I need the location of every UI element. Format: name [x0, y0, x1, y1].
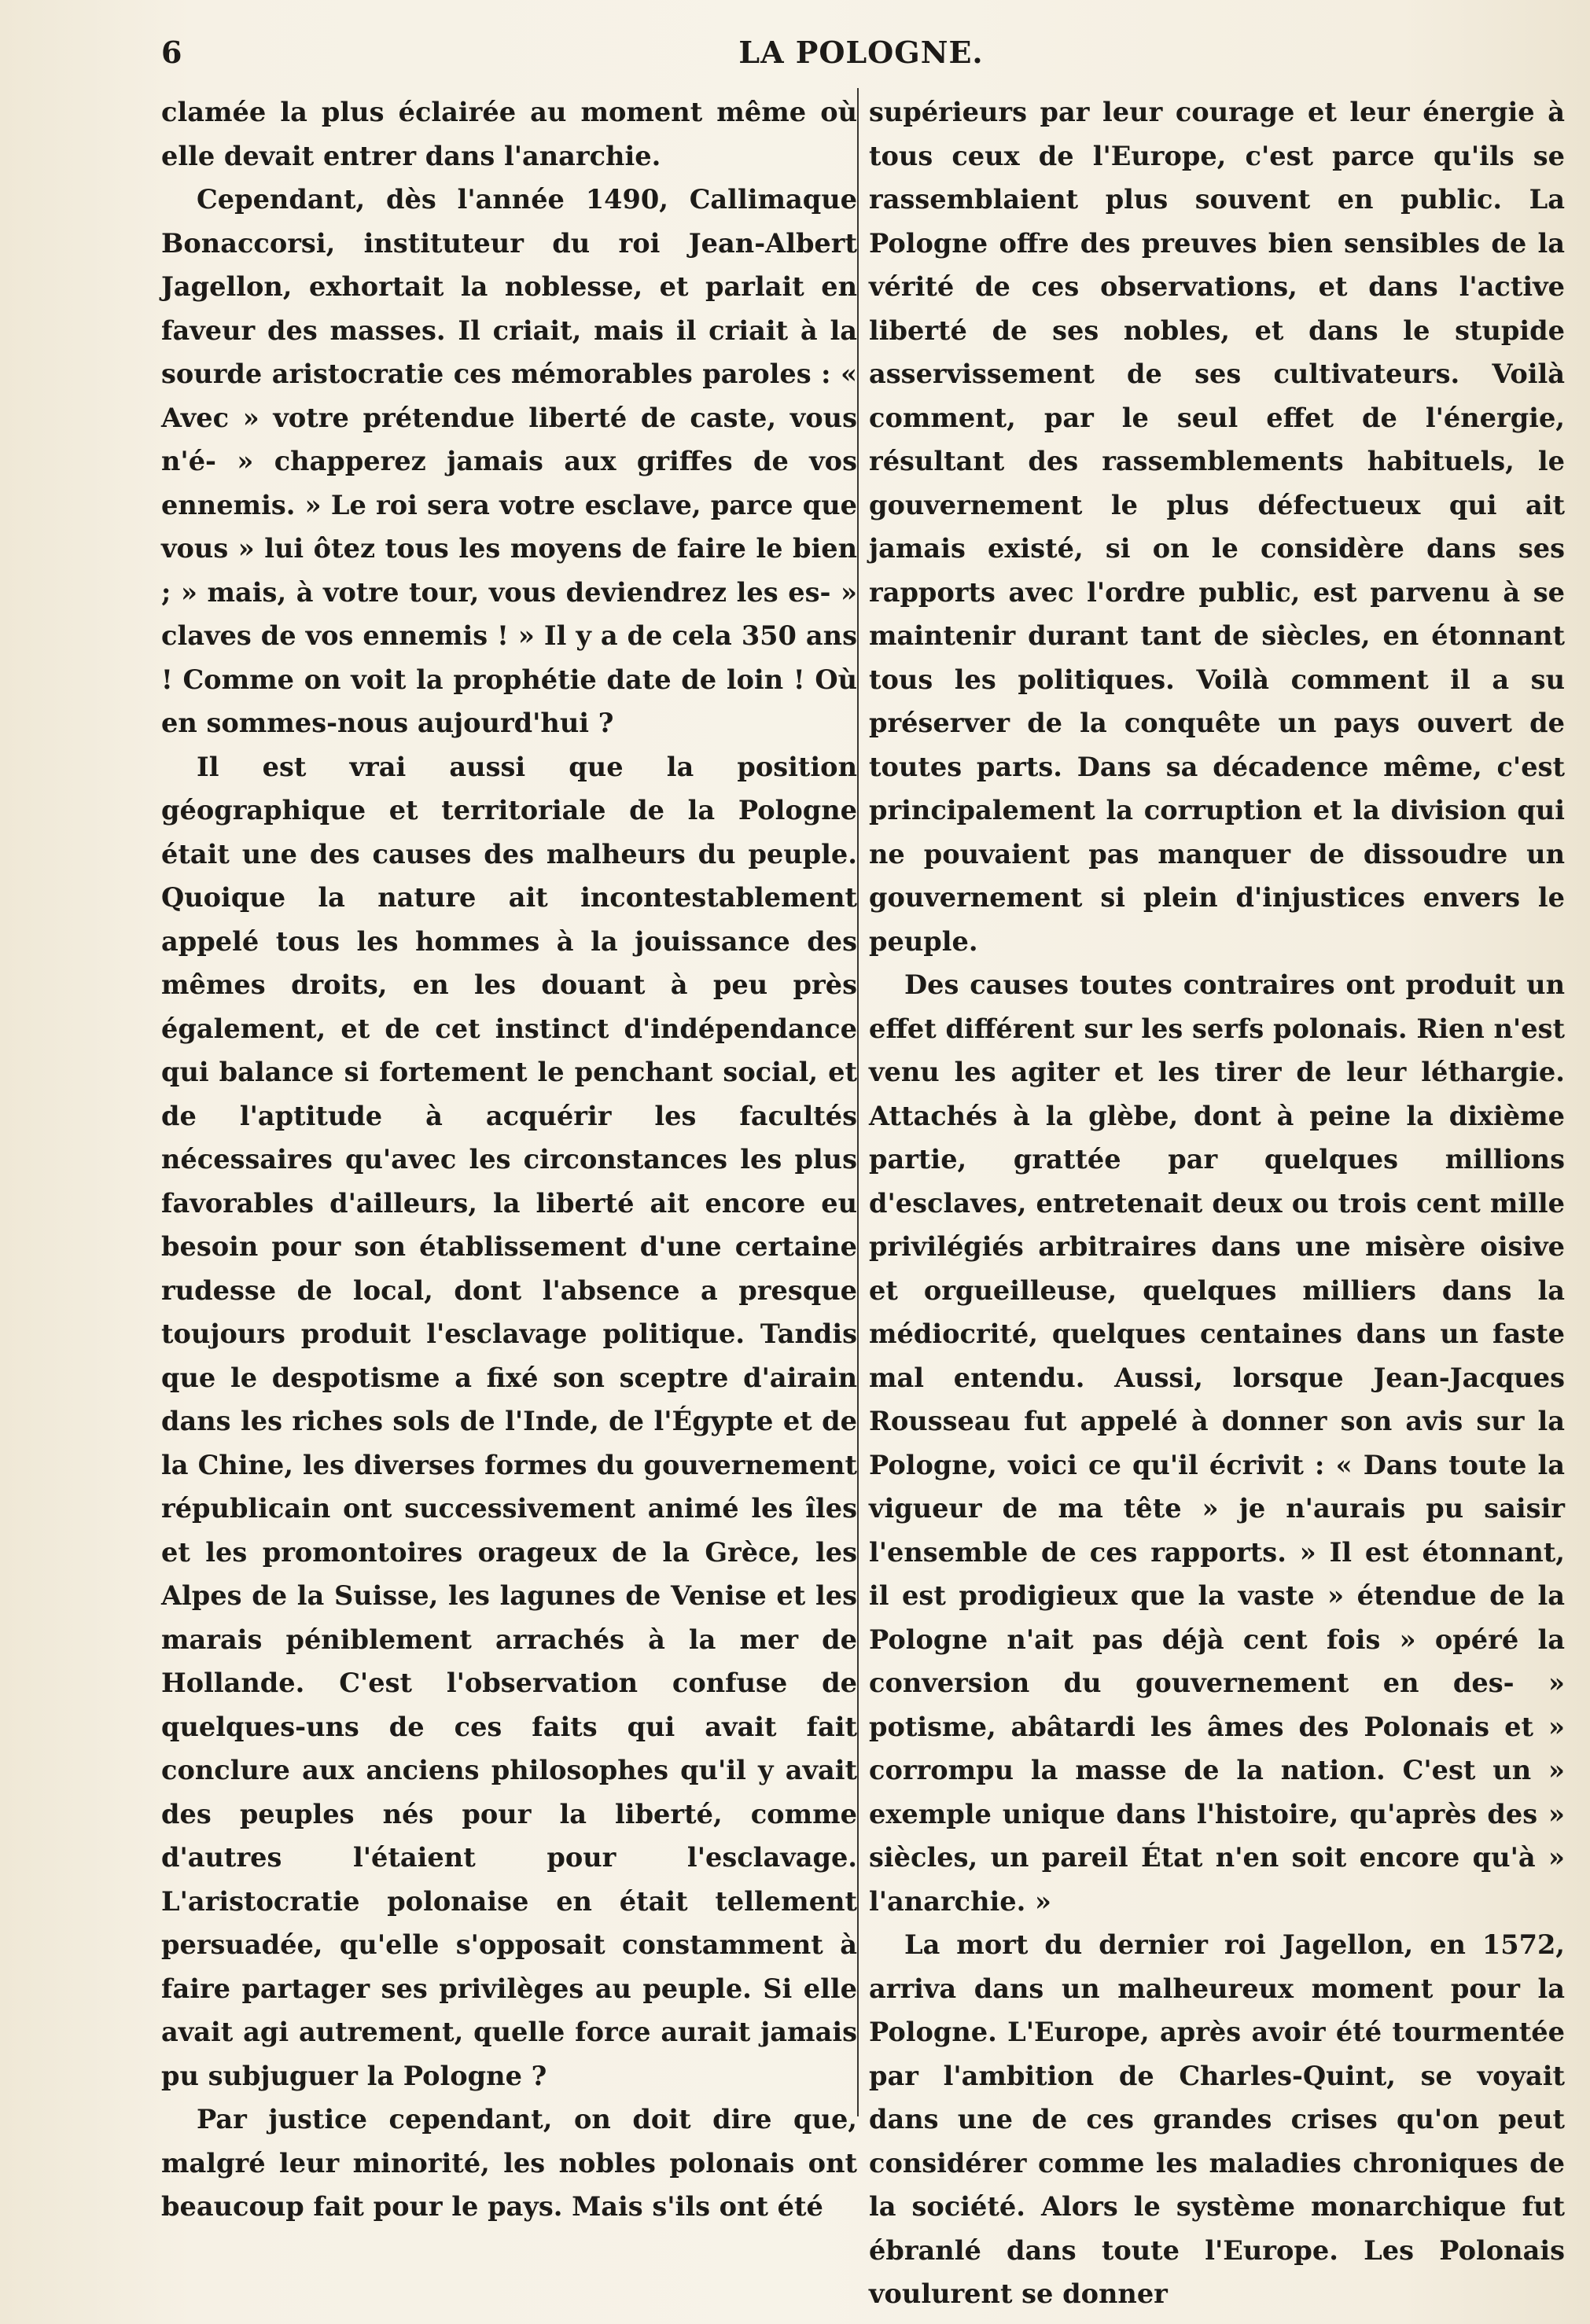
page-number: 6 [161, 35, 182, 70]
paragraph: Il est vrai aussi que la position géographique et territoriale de la Pologne était une des causes des malheurs du peuple. Quoique la nature ait incontestablement appelé tous les hommes à la jouissance des mêmes droits, en les douant à peu près également, et de cet instinct d'indépendance qui balance si fortement le penchant social, et de l'aptitude à acquérir les facultés nécessaires qu'avec les circonstances les plus favorables d'ailleurs, la liberté ait encore eu besoin pour son établissement d'une certaine rudesse de local, dont l'absence a presque toujours produit l'esclavage politique. Tandis que le despotisme a fixé son sceptre d'airain dans les riches sols de l'Inde, de l'Égypte et de la Chine, les diverses formes du gouvernement républicain ont successivement animé les îles et les promontoires orageux de la Grèce, les Alpes de la Suisse, les lagunes de Venise et les marais péniblement arrachés à la mer de Hollande. C'est l'observation confuse de quelques-uns de ces faits qui avait fait conclure aux anciens philosophes qu'il y avait des peuples nés pour la liberté, comme d'autres l'étaient pour l'esclavage. L'aristocratie polonaise en était tellement persuadée, qu'elle s'opposait constamment à faire partager ses privilèges au peuple. Si elle avait agi autrement, quelle force aurait jamais pu subjuguer la Pologne ? [161, 750, 857, 2091]
paragraph: Des causes toutes contraires ont produit un effet différent sur les serfs polonais. Rien n'est venu les agiter et les tirer de leur léthargie. Attachés à la glèbe, dont à peine la dixième partie, grattée par quelques millions d'esclaves, entretenait deux ou trois cent mille privilégiés arbitraires dans une misère oisive et orgueilleuse, quelques milliers dans la médiocrité, quelques centaines dans un faste mal entendu. Aussi, lorsque Jean-Jacques Rousseau fut appelé à donner son avis sur la Pologne, voici ce qu'il écrivit : « Dans toute la vigueur de ma tête » je n'aurais pu saisir l'ensemble de ces rapports. » Il est étonnant, il est prodigieux que la vaste » étendue de la Pologne n'ait pas déjà cent fois » opéré la conversion du gouvernement en des- » potisme, abâtardi les âmes des Polonais et » corrompu la masse de la nation. C'est un » exemple unique dans l'histoire, qu'après des » siècles, un pareil État n'en soit encore qu'à » l'anarchie. » [869, 969, 1565, 1917]
paragraph: Par justice cependant, on doit dire que, malgré leur minorité, les nobles polonais ont beaucoup fait pour le pays. Mais s'ils ont été [161, 2103, 857, 2222]
paragraph: supérieurs par leur courage et leur énergie à tous ceux de l'Europe, c'est parce qu'ils se rassemblaient plus souvent en public. La Pologne offre des preuves bien sensibles de la vérité de ces observations, et dans l'active liberté de ses nobles, et dans le stupide asservissement de ses cultivateurs. Voilà comment, par le seul effet de l'énergie, résultant des rassemblements habituels, le gouvernement le plus défectueux qui ait jamais existé, si on le considère dans ses rapports avec l'ordre public, est parvenu à se maintenir durant tant de siècles, en étonnant tous les politiques. Voilà comment il a su préserver de la conquête un pays ouvert de toutes parts. Dans sa décadence même, c'est principalement la corruption et la division qui ne pouvaient pas manquer de dissoudre un gouvernement si plein d'injustices envers le peuple. [869, 96, 1565, 957]
running-title: LA POLOGNE. [738, 35, 984, 70]
paragraph: La mort du dernier roi Jagellon, en 1572, arriva dans un malheureux moment pour la Pologne. L'Europe, après avoir été tourmentée par l'ambition de Charles-Quint, se voyait dans une de ces grandes crises qu'on peut considérer comme les maladies chroniques de la société. Alors le système monarchique fut ébranlé dans toute l'Europe. Les Polonais voulurent se donner [869, 1929, 1565, 2309]
right-column [869, 90, 1565, 2316]
column-divider [857, 88, 859, 2116]
left-column [161, 90, 857, 2229]
paragraph: Cependant, dès l'année 1490, Callimaque Bonaccorsi, instituteur du roi Jean-Albert Jagellon, exhortait la noblesse, et parlait en faveur des masses. Il criait, mais il criait à la sourde aristocratie ces mémorables paroles : « Avec » votre prétendue liberté de caste, vous n'é- » chapperez jamais aux griffes de vos ennemis. » Le roi sera votre esclave, parce que vous » lui ôtez tous les moyens de faire le bien ; » mais, à votre tour, vous deviendrez les es- » claves de vos ennemis ! » Il y a de cela 350 ans ! Comme on voit la prophétie date de loin ! Où en sommes-nous aujourd'hui ? [161, 183, 857, 738]
paragraph: clamée la plus éclairée au moment même où elle devait entrer dans l'anarchie. [161, 96, 857, 171]
page-header [161, 35, 1561, 82]
